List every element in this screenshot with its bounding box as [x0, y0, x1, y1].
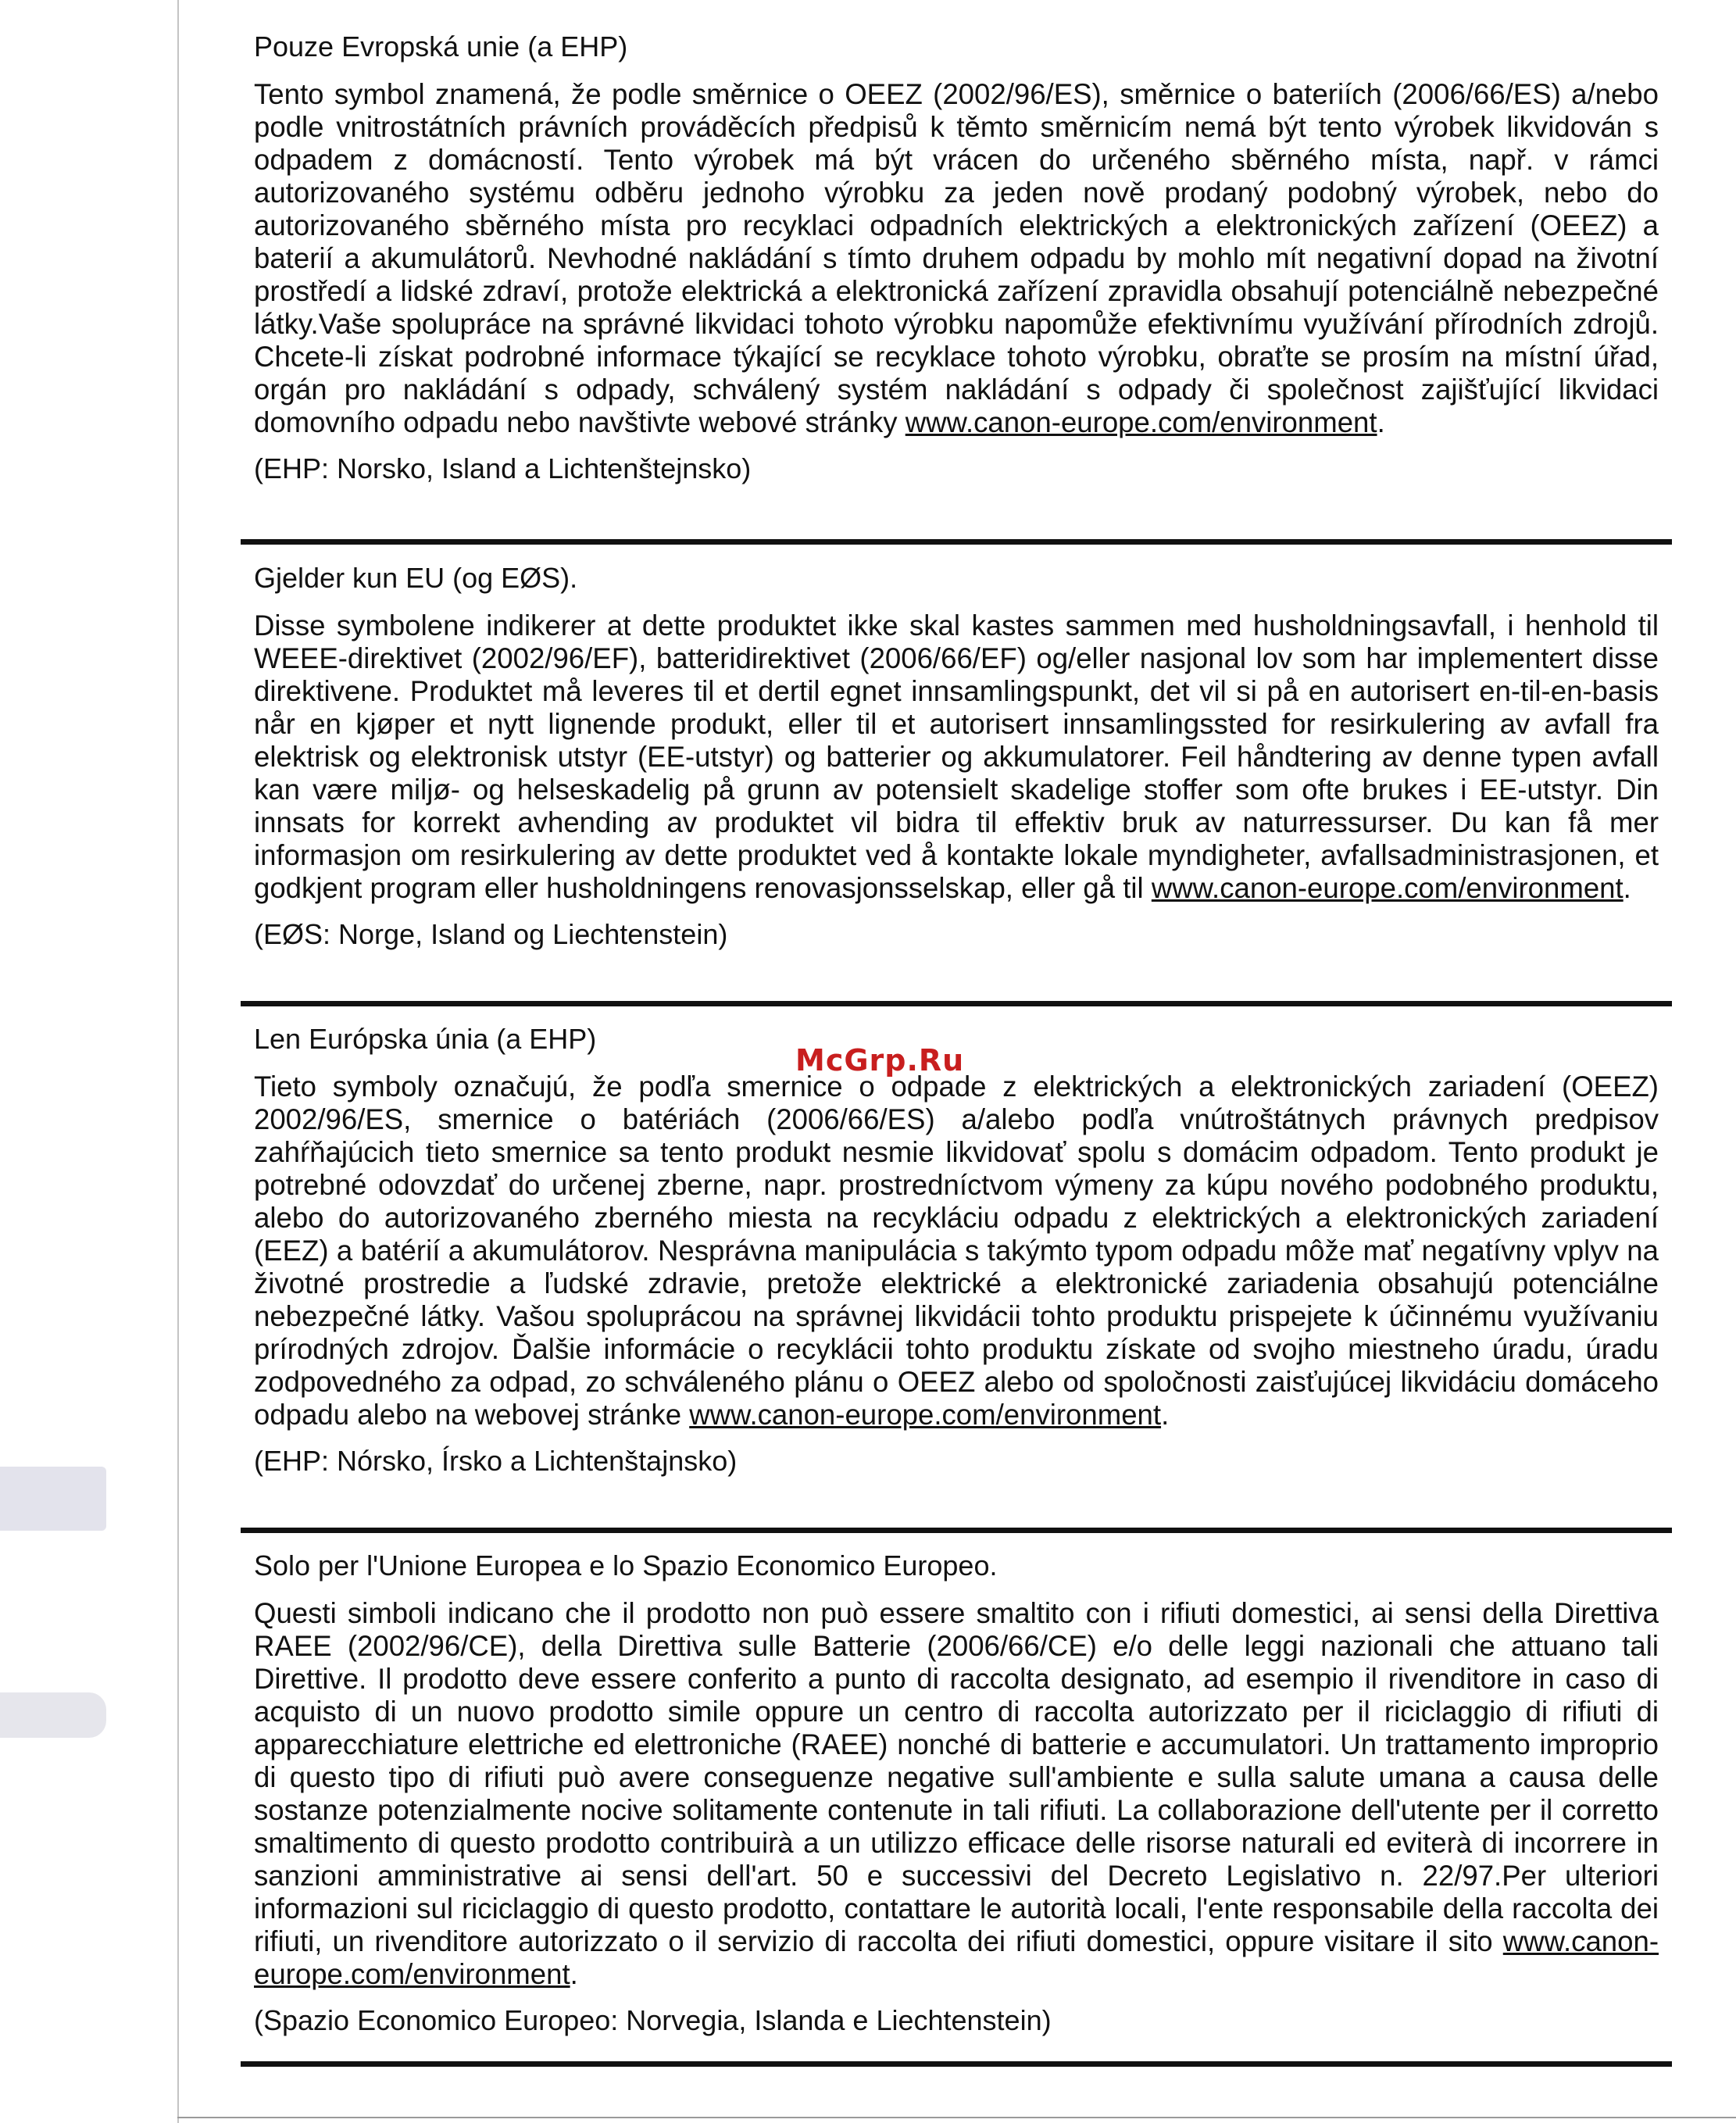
body-end: . — [1623, 872, 1631, 904]
section-body — [254, 1597, 1659, 1991]
eea-note: (EHP: Norsko, Island a Lichtenštejnsko) — [254, 452, 752, 484]
environment-link[interactable]: www.canon-europe.com/environment — [689, 1399, 1162, 1431]
section-italian — [254, 1549, 1659, 2038]
section-body — [254, 78, 1659, 439]
eea-note: (Spazio Economico Europeo: Norvegia, Islanda e Liechtenstein) — [254, 2004, 1052, 2036]
section-heading: Gjelder kun EU (og EØS). — [254, 562, 578, 594]
body-text: Tento symbol znamená, že podle směrnice o OEEZ (2002/96/ES), směrnice o bateriích (2006/66/ES) a/nebo podle vnitrostátních právních prováděcích předpisů k těmto směrnicím nemá být tento výrobek likvidován s odpadem z domácností. Tento výrobek má být vrácen do určeného sběrného místa, např. v rámci autorizovaného systému odběru jednoho výrobku za jeden nově prodaný podobný výrobek, nebo do autorizovaného sběrného místa pro recyklaci odpadních elektrických a elektronických zařízení (OEEZ) a baterií a akumulátorů. Nevhodné nakládání s tímto druhem odpadu by mohlo mít negativní dopad na životní prostředí a lidské zdraví, protože elektrická a elektronická zařízení zpravidla obsahují potenciálně nebezpečné látky.Vaše spolupráce na správné likvidaci tohoto výrobku napomůže efektivnímu využívání přírodních zdrojů. Chcete-li získat podrobné informace týkající se recyklace tohoto výrobku, obraťte se prosím na místní úřad, orgán pro nakládání s odpady, schválený systém nakládání s odpady či společnost zajišťující likvidaci domovního odpadu nebo navštivte webové stránky — [254, 78, 1659, 438]
page-bottom-rule — [177, 2117, 1736, 2118]
section-divider — [241, 539, 1672, 545]
body-end: . — [1377, 406, 1385, 438]
section-body — [254, 609, 1659, 905]
environment-link[interactable]: www.canon-europe.com/environment — [254, 1925, 1659, 1990]
environment-link[interactable]: www.canon-europe.com/environment — [1151, 872, 1623, 904]
body-end: . — [570, 1958, 578, 1990]
watermark-text: McGrp.Ru — [795, 1043, 965, 1078]
page-margin-rule — [177, 0, 179, 2123]
section-heading: Solo per l'Unione Europea e lo Spazio Economico Europeo. — [254, 1549, 998, 1582]
section-heading: Pouze Evropská unie (a EHP) — [254, 30, 628, 63]
eea-note: (EØS: Norge, Island og Liechtenstein) — [254, 918, 728, 950]
section-divider — [241, 2061, 1672, 2067]
eea-note: (EHP: Nórsko, Írsko a Lichtenštajnsko) — [254, 1445, 738, 1477]
body-end: . — [1161, 1399, 1170, 1431]
section-index-tab[interactable] — [0, 1692, 106, 1738]
section-norwegian — [254, 561, 1659, 952]
section-divider — [241, 1001, 1672, 1006]
body-text: Questi simboli indicano che il prodotto non può essere smaltito con i rifiuti domestici, ai sensi della Direttiva RAEE (2002/96/CE), della Direttiva sulle Batterie (2006/66/CE) e/o delle leggi nazionali che attuano tali Direttive. Il prodotto deve essere conferito a punto di raccolta designato, ad esempio il rivenditore in caso di acquisto di un nuovo prodotto simile oppure un centro di raccolta autorizzato per il riciclaggio di rifiuti di apparecchiature elettriche ed elettroniche (RAEE) nonché di batterie e accumulatori. Un trattamento improprio di questo tipo di rifiuti può avere conseguenze negative sull'ambiente e sulla salute umana a causa delle sostanze potenzialmente nocive solitamente contenute in tali rifiuti. La collaborazione dell'utente per il corretto smaltimento di questo prodotto contribuirà a un utilizzo efficace delle risorse naturali ed eviterà di incorrere in sanzioni amministrative ai sensi dell'art. 50 e successivi del Decreto Legislativo n. 22/97.Per ulteriori informazioni sul riciclaggio di questo prodotto, contattare le autorità locali, l'ente responsabile della raccolta dei rifiuti, un rivenditore autorizzato o il servizio di raccolta dei rifiuti domestici, oppure visitare il sito — [254, 1597, 1659, 1957]
body-text: Tieto symboly označujú, že podľa smernice o odpade z elektrických a elektronických zariadení (OEEZ) 2002/96/ES, smernice o batériách (2006/66/ES) a/alebo podľa vnútroštátnych právnych predpisov zahŕňajúcich tieto smernice sa tento produkt nesmie likvidovať spolu s domácim odpadom. Tento produkt je potrebné odovzdať do určenej zberne, napr. prostredníctvom výmeny za kúpu nového podobného produktu, alebo do autorizovaného zberného miesta na recykláciu odpadu z elektrických a elektronických zariadení (EEZ) a batérií a akumulátorov. Nesprávna manipulácia s takýmto typom odpadu môže mať negatívny vplyv na životné prostredie a ľudské zdravie, pretože elektrické a elektronické zariadenia obsahujú potenciálne nebezpečné látky. Vašou spoluprácou na správnej likvidácii tohto produktu prispejete k účinnému využívaniu prírodných zdrojov. Ďalšie informácie o recyklácii tohto produktu získate od svojho miestneho úradu, úradu zodpovedného za odpad, zo schváleného plánu o OEEZ alebo od spoločnosti zaisťujúcej likvidáciu domáceho odpadu alebo na webovej stránke — [254, 1070, 1659, 1431]
section-heading: Len Európska únia (a EHP) — [254, 1023, 597, 1055]
body-text: Disse symbolene indikerer at dette produktet ikke skal kastes sammen med husholdningsavfall, i henhold til WEEE-direktivet (2002/96/EF), batteridirektivet (2006/66/EF) og/eller nasjonal lov som har implementert disse direktivene. Produktet må leveres til et dertil egnet innsamlingspunkt, det vil si på en autorisert en-til-en-basis når en kjøper et nytt lignende produkt, eller til et autorisert innsamlingssted for resirkulering av avfall fra elektrisk og elektronisk utstyr (EE-utstyr) og batterier og akkumulatorer. Feil håndtering av denne typen avfall kan være miljø- og helseskadelig på grunn av potensielt skadelige stoffer som ofte brukes i EE-utstyr. Din innsats for korrekt avhending av produktet vil bidra til effektiv bruk av naturressurser. Du kan få mer informasjon om resirkulering av dette produktet ved å kontakte lokale myndigheter, avfallsadministrasjonen, et godkjent program eller husholdningens renovasjonsselskap, eller gå til — [254, 609, 1659, 904]
section-divider — [241, 1528, 1672, 1533]
section-body — [254, 1070, 1659, 1431]
section-czech — [254, 30, 1659, 486]
section-slovak — [254, 1022, 1659, 1478]
environment-link[interactable]: www.canon-europe.com/environment — [905, 406, 1377, 438]
chapter-index-tab[interactable] — [0, 1467, 106, 1531]
